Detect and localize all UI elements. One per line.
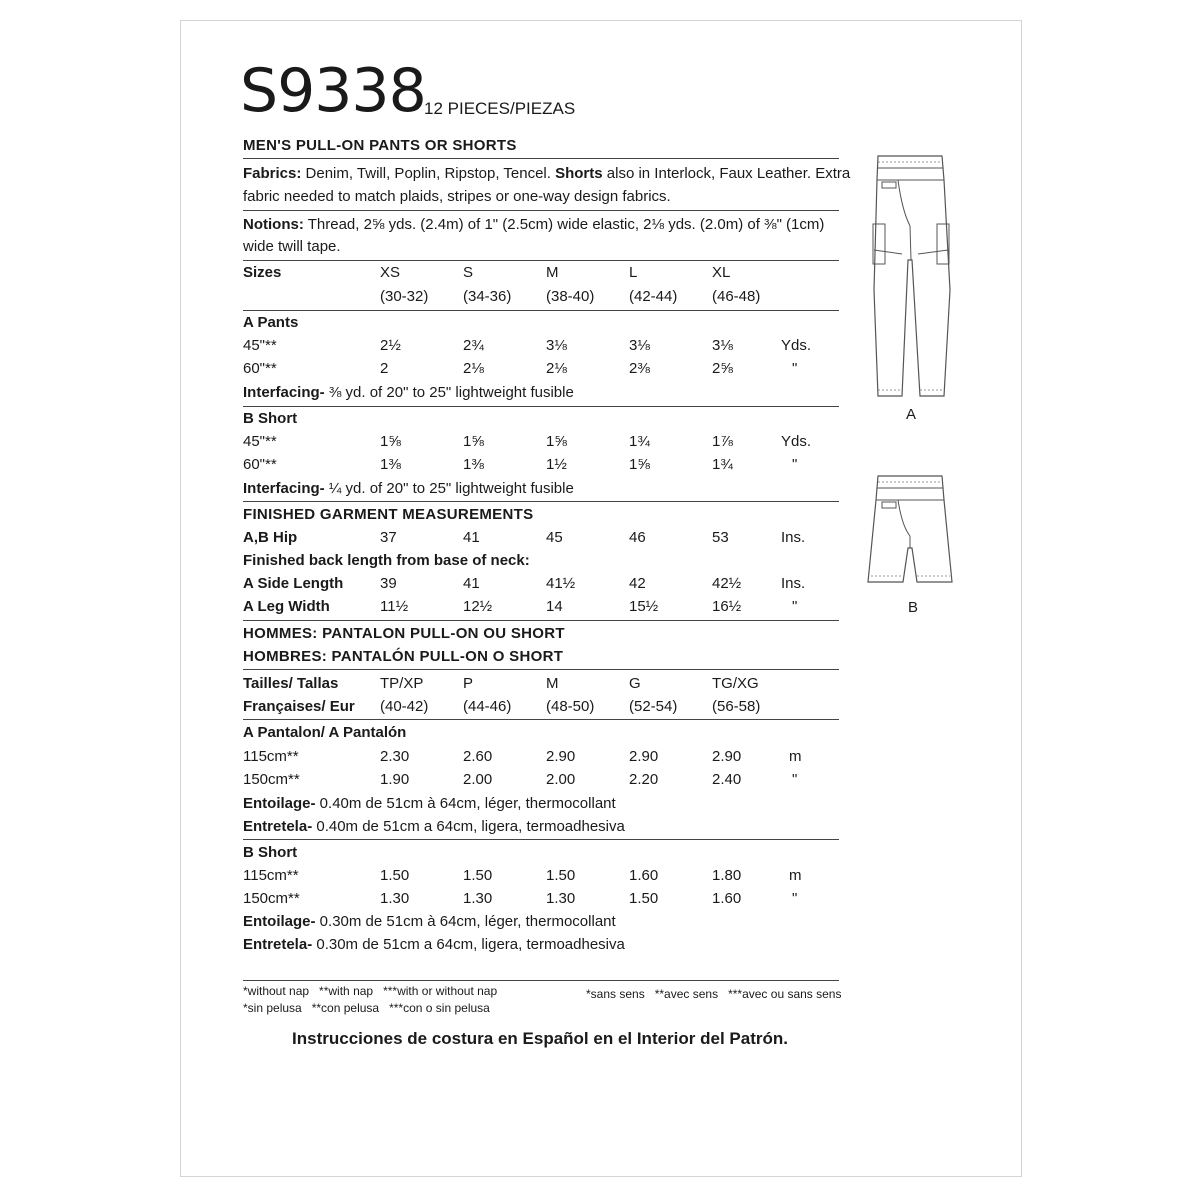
- footnote-french: *sans sens **avec sens ***avec ou sans sens: [586, 987, 842, 1001]
- fabrics-line-1: Fabrics: Denim, Twill, Poplin, Ripstop, Tencel. Shorts also in Interlock, Faux Leather. Extra: [243, 165, 851, 182]
- unit: Yds.: [781, 433, 812, 450]
- size-range: (30-32): [380, 288, 429, 305]
- size-m: M: [546, 264, 559, 281]
- entoilage-line: Entoilage- 0.30m de 51cm à 64cm, léger, thermocollant: [243, 913, 616, 930]
- size-range: (42-44): [629, 288, 678, 305]
- meterage-value: 1.50: [463, 867, 493, 884]
- meterage-value: 2.90: [712, 748, 742, 765]
- yardage-value: 1⅝: [629, 456, 650, 473]
- meterage-value: 1.30: [380, 890, 410, 907]
- unit: ": [792, 598, 798, 615]
- measurement-value: 45: [546, 529, 563, 546]
- size-intl: P: [463, 675, 474, 692]
- yardage-value: 1⅝: [463, 433, 484, 450]
- size-l: L: [629, 264, 638, 281]
- yardage-value: 3⅛: [629, 337, 650, 354]
- measurement-value: 46: [629, 529, 646, 546]
- divider: [243, 406, 839, 407]
- size-intl: M: [546, 675, 559, 692]
- measurement-value: 41: [463, 529, 480, 546]
- measurement-value: 42: [629, 575, 646, 592]
- size-xl: XL: [712, 264, 731, 281]
- divider: [243, 839, 839, 840]
- unit: ": [792, 771, 798, 788]
- unit: m: [789, 748, 802, 765]
- view-a-pantalon-label: A Pantalon/ A Pantalón: [243, 724, 407, 741]
- piece-count: 12 PIECES/PIEZAS: [424, 99, 576, 118]
- side-length-label: A Side Length: [243, 575, 344, 592]
- entretela-line: Entretela- 0.30m de 51cm a 64cm, ligera, termoadhesiva: [243, 936, 625, 953]
- yardage-value: 2⅛: [463, 360, 484, 377]
- meterage-value: 2.20: [629, 771, 659, 788]
- size-intl: TG/XG: [712, 675, 759, 692]
- yardage-value: 2⅝: [712, 360, 733, 377]
- measurement-value: 15½: [629, 598, 659, 615]
- size-range: (34-36): [463, 288, 512, 305]
- divider: [243, 501, 839, 502]
- yardage-value: 2⅛: [546, 360, 567, 377]
- size-range: (48-50): [546, 698, 595, 715]
- footnote-english: *without nap **with nap ***with or without nap: [243, 984, 498, 998]
- measurement-value: 39: [380, 575, 397, 592]
- meterage-value: 1.30: [463, 890, 493, 907]
- size-s: S: [463, 264, 474, 281]
- unit: Yds.: [781, 337, 812, 354]
- measurement-value: 14: [546, 598, 563, 615]
- meterage-value: 1.60: [629, 867, 659, 884]
- divider: [243, 669, 839, 670]
- yardage-value: 3⅛: [712, 337, 733, 354]
- divider: [243, 719, 839, 720]
- footnote-spanish: *sin pelusa **con pelusa ***con o sin pelusa: [243, 1001, 490, 1015]
- fabric-width: 45"**: [243, 337, 277, 354]
- title-french: HOMMES: PANTALON PULL-ON OU SHORT: [243, 625, 565, 642]
- fabric-width: 150cm**: [243, 890, 300, 907]
- fabric-width: 60"**: [243, 360, 277, 377]
- measurement-value: 53: [712, 529, 729, 546]
- view-b-shorts-drawing: [862, 470, 962, 590]
- meterage-value: 2.40: [712, 771, 742, 788]
- view-b-short-label: B Short: [243, 410, 298, 427]
- view-b-label: B: [908, 599, 919, 616]
- view-a-pants-drawing: [862, 150, 962, 410]
- fabric-width: 115cm**: [243, 748, 299, 765]
- interfacing-line: Interfacing- ⅜ yd. of 20" to 25" lightweight fusible: [243, 384, 574, 401]
- yardage-value: 3⅛: [546, 337, 567, 354]
- meterage-value: 1.90: [380, 771, 410, 788]
- finished-measurements-title: FINISHED GARMENT MEASUREMENTS: [243, 506, 534, 523]
- divider: [243, 980, 839, 981]
- size-range: (46-48): [712, 288, 761, 305]
- meterage-value: 1.30: [546, 890, 576, 907]
- yardage-value: 1⅞: [712, 433, 733, 450]
- leg-width-label: A Leg Width: [243, 598, 330, 615]
- view-a-label: A: [906, 406, 917, 423]
- yardage-value: 1⅝: [380, 433, 401, 450]
- entoilage-line: Entoilage- 0.40m de 51cm à 64cm, léger, thermocollant: [243, 795, 616, 812]
- unit: ": [792, 360, 798, 377]
- meterage-value: 2.60: [463, 748, 493, 765]
- size-intl: G: [629, 675, 641, 692]
- fabric-width: 150cm**: [243, 771, 300, 788]
- entretela-line: Entretela- 0.40m de 51cm a 64cm, ligera, termoadhesiva: [243, 818, 625, 835]
- meterage-value: 2.90: [546, 748, 576, 765]
- yardage-value: 2½: [380, 337, 401, 354]
- sizes-label: Sizes: [243, 264, 282, 281]
- meterage-value: 1.80: [712, 867, 742, 884]
- view-a-pants-label: A Pants: [243, 314, 299, 331]
- title-spanish: HOMBRES: PANTALÓN PULL-ON O SHORT: [243, 648, 564, 665]
- meterage-value: 2.00: [546, 771, 576, 788]
- size-range: (56-58): [712, 698, 761, 715]
- yardage-value: 1¾: [712, 456, 733, 473]
- size-range: (52-54): [629, 698, 678, 715]
- divider: [243, 620, 839, 621]
- yardage-value: 1⅜: [463, 456, 484, 473]
- unit: m: [789, 867, 802, 884]
- notions-line-1: Notions: Thread, 2⅝ yds. (2.4m) of 1" (2.5cm) wide elastic, 2⅛ yds. (2.0m) of ⅜" (1cm): [243, 216, 825, 233]
- measurement-value: 37: [380, 529, 397, 546]
- measurement-value: 12½: [463, 598, 493, 615]
- yardage-value: 1¾: [629, 433, 650, 450]
- yardage-value: 2⅜: [629, 360, 650, 377]
- meterage-value: 2.90: [629, 748, 659, 765]
- unit: ": [792, 456, 798, 473]
- fabric-width: 115cm**: [243, 867, 299, 884]
- yardage-value: 1½: [546, 456, 567, 473]
- measurement-value: 42½: [712, 575, 742, 592]
- size-xs: XS: [380, 264, 401, 281]
- meterage-value: 1.50: [380, 867, 410, 884]
- size-range: (44-46): [463, 698, 512, 715]
- size-range: (40-42): [380, 698, 429, 715]
- back-length-label: Finished back length from base of neck:: [243, 552, 530, 569]
- pattern-number: S9338: [240, 56, 426, 126]
- measurement-value: 11½: [380, 598, 409, 615]
- unit: Ins.: [781, 575, 806, 592]
- yardage-value: 2¾: [463, 337, 484, 354]
- view-b-short-intl-label: B Short: [243, 844, 298, 861]
- sizes-intl-label: Tailles/ Tallas: [243, 675, 339, 692]
- pattern-title: MEN'S PULL-ON PANTS OR SHORTS: [243, 137, 517, 154]
- spanish-instructions-note: Instrucciones de costura en Español en el Interior del Patrón.: [292, 1029, 788, 1048]
- meterage-value: 1.60: [712, 890, 742, 907]
- measurement-value: 16½: [712, 598, 742, 615]
- hip-label: A,B Hip: [243, 529, 298, 546]
- sizes-intl-label-2: Françaises/ Eur: [243, 698, 355, 715]
- meterage-value: 1.50: [629, 890, 659, 907]
- notions-line-2: wide twill tape.: [243, 238, 341, 255]
- size-intl: TP/XP: [380, 675, 424, 692]
- unit: Ins.: [781, 529, 806, 546]
- divider: [243, 210, 839, 211]
- yardage-value: 2: [380, 360, 389, 377]
- yardage-value: 1⅝: [546, 433, 567, 450]
- fabric-width: 45"**: [243, 433, 277, 450]
- divider: [243, 158, 839, 159]
- meterage-value: 1.50: [546, 867, 576, 884]
- divider: [243, 310, 839, 311]
- unit: ": [792, 890, 798, 907]
- fabric-width: 60"**: [243, 456, 277, 473]
- measurement-value: 41: [463, 575, 480, 592]
- measurement-value: 41½: [546, 575, 576, 592]
- size-range: (38-40): [546, 288, 595, 305]
- meterage-value: 2.30: [380, 748, 410, 765]
- divider: [243, 260, 839, 261]
- meterage-value: 2.00: [463, 771, 493, 788]
- fabrics-line-2: fabric needed to match plaids, stripes or one-way design fabrics.: [243, 188, 671, 205]
- yardage-value: 1⅜: [380, 456, 401, 473]
- interfacing-line: Interfacing- ¼ yd. of 20" to 25" lightweight fusible: [243, 480, 574, 497]
